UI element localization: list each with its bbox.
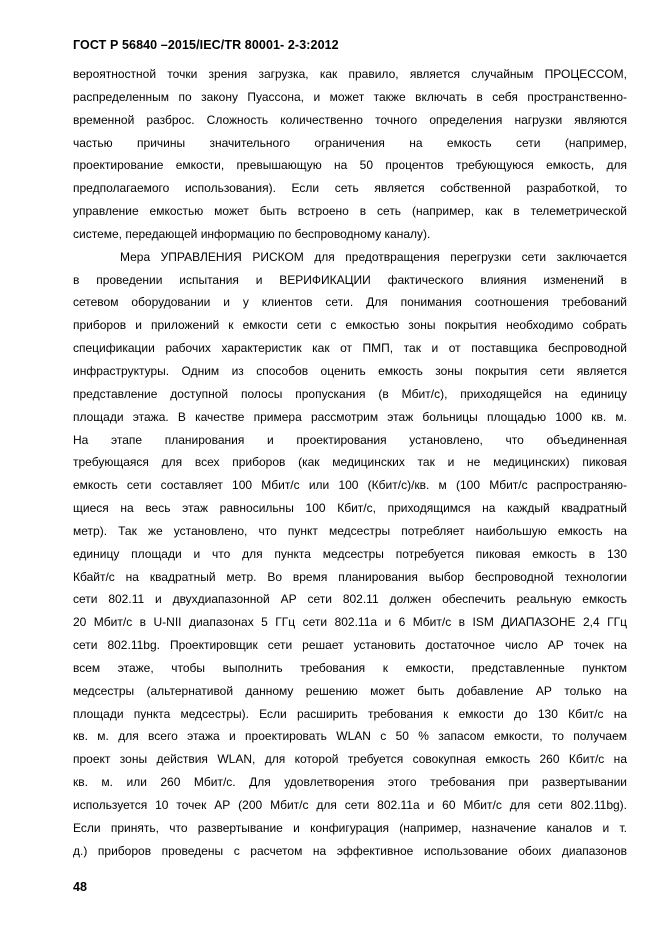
body-text xyxy=(73,63,627,863)
text-line: медсестры (альтернативой данному решению может быть добавление АР только на xyxy=(73,683,627,698)
text-line: спецификации рабочих характеристик как от ПМП, так и от поставщика беспроводной xyxy=(73,341,627,356)
text-line: системе, передающей информацию по беспроводному каналу). xyxy=(73,226,431,241)
text-line: метр). Так же установлено, что пункт медсестры потребляет наибольшую емкость на xyxy=(73,523,627,538)
text-line: временной разброс. Сложность количественно точного определения нагрузки являются xyxy=(73,112,627,127)
text-line: кв. м. или 260 Мбит/с. Для удовлетворения этого требования при развертывании xyxy=(73,775,627,790)
text-line: управление емкостью может быть встроено в сеть (например, как в телеметрической xyxy=(73,204,627,219)
text-line: На этапе планирования и проектирования установлено, что объединенная xyxy=(73,432,627,447)
text-line: щиеся на весь этаж равносильны 100 Кбит/с, приходящимся на каждый квадратный xyxy=(73,501,627,516)
text-line: сети 802.11 и двухдиапазонной АР сети 802.11 должен обеспечить реальную емкость xyxy=(73,592,627,607)
text-line: кв. м. для всего этажа и проектировать WLAN с 50 % запасом емкости, то получаем xyxy=(73,729,627,744)
text-line: площади этажа. В качестве примера рассмотрим этаж больницы площадью 1000 кв. м. xyxy=(73,409,627,424)
text-line: сетевом оборудовании и у клиентов сети. Для понимания соотношения требований xyxy=(73,295,627,310)
text-line: инфраструктуры. Одним из способов оценить емкость зоны покрытия сети является xyxy=(73,363,627,378)
text-line: проект зоны действия WLAN, для которой требуется совокупная емкость 260 Кбит/с на xyxy=(73,752,627,767)
text-line: вероятностной точки зрения загрузка, как правило, является случайным ПРОЦЕССОМ, xyxy=(73,67,627,81)
text-line: Мера УПРАВЛЕНИЯ РИСКОМ для предотвращения перегрузки сети заключается xyxy=(120,249,627,264)
text-line: приборов и приложений к емкости сети с емкостью зоны покрытия необходимо собрать xyxy=(73,318,627,333)
text-line: Кбайт/с на квадратный метр. Во время планирования выбор беспроводной технологии xyxy=(73,569,627,584)
text-line: частью причины значительного ограничения на емкость сети (например, xyxy=(73,135,627,150)
text-line: единицу площади и что для пункта медсестры потребуется пиковая емкость в 130 xyxy=(73,546,627,561)
document-header: ГОСТ Р 56840 –2015/IEC/TR 80001- 2-3:2012 xyxy=(73,38,339,52)
text-line: всем этаже, чтобы выполнить требования к емкости, представленные пунктом xyxy=(73,660,627,675)
text-line: площади пункта медсестры). Если расширить требования к емкости до 130 Кбит/с на xyxy=(73,706,627,721)
text-line: емкость сети составляет 100 Мбит/с или 100 (Кбит/с)/кв. м (100 Мбит/с распространяю- xyxy=(73,478,627,493)
text-line: требующаяся для всех приборов (как медицинских так и не медицинских) пиковая xyxy=(73,455,627,470)
text-line: распределенным по закону Пуассона, и может также включать в себя пространственно- xyxy=(73,89,627,104)
text-line: д.) приборов проведены с расчетом на эффективное использование обоих диапазонов xyxy=(73,843,627,858)
page-number: 48 xyxy=(73,880,87,894)
text-line: проектирование емкости, превышающую на 50 процентов требующуюся емкость, для xyxy=(73,158,627,173)
text-line: 20 Мбит/с в U-NII диапазонах 5 ГГц сети 802.11a и 6 Мбит/с в ISM ДИАПАЗОНЕ 2,4 ГГц xyxy=(73,615,627,630)
text-line: предполагаемого использования). Если сеть является собственной разработкой, то xyxy=(73,181,627,196)
text-line: используется 10 точек АР (200 Мбит/с для сети 802.11a и 60 Мбит/с для сети 802.11bg). xyxy=(73,798,627,812)
text-line: Если принять, что развертывание и конфигурация (например, назначение каналов и т. xyxy=(73,820,627,835)
text-line: представление доступной полосы пропускания (в Мбит/с), приходящейся на единицу xyxy=(73,386,627,401)
text-line: сети 802.11bg. Проектировщик сети решает установить достаточное число АР точек на xyxy=(73,638,627,653)
text-line: в проведении испытания и ВЕРИФИКАЦИИ фактического влияния изменений в xyxy=(73,272,627,287)
